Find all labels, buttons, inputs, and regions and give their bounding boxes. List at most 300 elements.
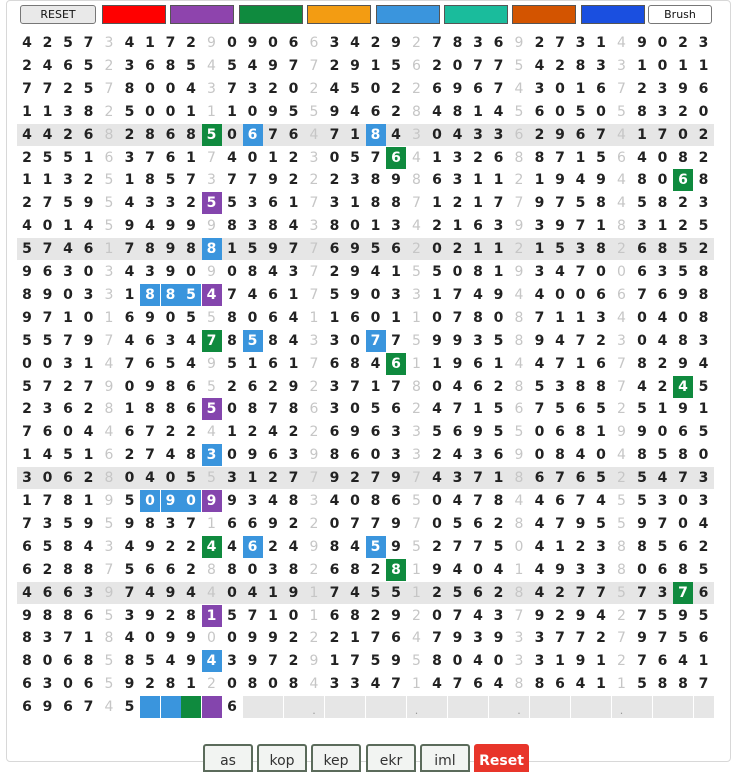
grid-cell[interactable]: 0 xyxy=(698,447,709,464)
grid-cell[interactable]: 9 xyxy=(124,515,135,532)
grid-cell[interactable]: 4 xyxy=(247,584,258,601)
grid-cell[interactable]: 5 xyxy=(493,424,504,441)
grid-cell[interactable]: 1 xyxy=(493,470,504,487)
grid-cell[interactable]: 6 xyxy=(678,538,688,555)
grid-cell[interactable]: 9 xyxy=(514,447,524,464)
grid-cell[interactable]: 6 xyxy=(243,536,263,558)
grid-cell[interactable]: 1 xyxy=(412,584,421,601)
grid-cell[interactable]: 5 xyxy=(596,149,606,166)
grid-cell[interactable]: 6 xyxy=(575,470,586,487)
grid-cell[interactable]: 2 xyxy=(22,401,32,418)
grid-cell[interactable]: 2 xyxy=(124,447,135,464)
grid-cell[interactable]: 3 xyxy=(493,218,504,235)
grid-cell-empty[interactable] xyxy=(673,696,693,718)
grid-cell[interactable]: 9 xyxy=(514,35,524,51)
grid-cell[interactable]: 5 xyxy=(227,355,237,372)
grid-cell[interactable]: 6 xyxy=(555,676,565,693)
grid-cell[interactable]: 5 xyxy=(104,172,114,189)
grid-cell[interactable]: 7 xyxy=(42,241,53,258)
grid-cell[interactable]: 6 xyxy=(350,447,360,464)
grid-cell[interactable]: 6 xyxy=(104,149,114,166)
grid-cell[interactable]: 9 xyxy=(391,470,401,487)
grid-cell[interactable]: 3 xyxy=(575,241,586,258)
grid-cell-empty[interactable]: . xyxy=(509,696,529,718)
grid-cell[interactable]: 8 xyxy=(63,493,73,509)
grid-cell[interactable]: 3 xyxy=(165,515,176,532)
grid-cell[interactable]: 6 xyxy=(698,630,709,647)
grid-cell[interactable]: 8 xyxy=(637,103,647,120)
grid-cell[interactable]: 5 xyxy=(186,57,196,74)
grid-cell[interactable]: 4 xyxy=(309,676,319,693)
grid-cell[interactable]: 2 xyxy=(370,607,381,624)
grid-cell[interactable]: 9 xyxy=(637,35,647,51)
grid-cell[interactable]: 4 xyxy=(534,561,545,578)
grid-cell[interactable]: 4 xyxy=(698,515,709,532)
grid-cell[interactable]: 9 xyxy=(42,699,53,716)
grid-cell[interactable]: 3 xyxy=(309,493,319,509)
grid-cell[interactable]: 0 xyxy=(247,103,258,120)
grid-cell[interactable]: 7 xyxy=(412,515,421,532)
grid-cell[interactable]: 2 xyxy=(412,401,421,418)
grid-cell[interactable]: 4 xyxy=(288,538,299,555)
grid-cell[interactable]: 0 xyxy=(637,332,647,349)
grid-cell[interactable]: 9 xyxy=(391,538,401,555)
grid-cell[interactable]: 3 xyxy=(63,264,73,280)
grid-cell[interactable]: 1 xyxy=(329,309,340,326)
grid-cell[interactable]: 7 xyxy=(22,424,32,441)
grid-cell[interactable]: 1 xyxy=(637,57,647,74)
grid-cell[interactable]: 0 xyxy=(63,676,73,693)
grid-cell[interactable]: 4 xyxy=(186,80,196,97)
grid-cell[interactable]: 1 xyxy=(145,35,155,51)
grid-cell[interactable]: 3 xyxy=(104,264,114,280)
grid-cell[interactable]: 4 xyxy=(596,493,606,509)
grid-cell-filled[interactable] xyxy=(202,696,222,718)
grid-cell[interactable]: 8 xyxy=(698,309,709,326)
grid-cell[interactable]: 7 xyxy=(637,584,647,601)
grid-cell[interactable]: 2 xyxy=(678,103,688,120)
grid-cell[interactable]: 9 xyxy=(309,538,319,555)
grid-cell[interactable]: 7 xyxy=(473,57,483,74)
grid-cell[interactable]: 1 xyxy=(617,676,626,693)
grid-cell[interactable]: 1 xyxy=(22,493,32,509)
grid-cell[interactable]: 7 xyxy=(63,332,73,349)
grid-cell[interactable]: 5 xyxy=(678,630,688,647)
grid-cell[interactable]: 5 xyxy=(42,149,53,166)
grid-cell[interactable]: 3 xyxy=(596,309,606,326)
grid-cell[interactable]: 8 xyxy=(473,309,483,326)
grid-cell[interactable]: 5 xyxy=(493,538,504,555)
grid-cell[interactable]: 6 xyxy=(63,401,73,418)
grid-cell[interactable]: 9 xyxy=(268,241,278,258)
grid-cell[interactable]: 3 xyxy=(145,264,155,280)
grid-cell[interactable]: 3 xyxy=(350,172,360,189)
grid-cell[interactable]: 0 xyxy=(124,378,135,395)
grid-cell[interactable]: 8 xyxy=(63,538,73,555)
grid-cell[interactable]: 5 xyxy=(124,493,135,509)
grid-cell[interactable]: 0 xyxy=(555,286,565,303)
grid-cell[interactable]: 8 xyxy=(370,493,381,509)
grid-cell[interactable]: 4 xyxy=(350,538,360,555)
grid-cell[interactable]: 3 xyxy=(83,286,94,303)
grid-cell[interactable]: 5 xyxy=(412,264,421,280)
grid-cell[interactable]: 8 xyxy=(637,538,647,555)
grid-cell[interactable]: 5 xyxy=(207,470,216,487)
grid-cell[interactable]: 3 xyxy=(596,561,606,578)
grid-cell[interactable]: 8 xyxy=(145,172,155,189)
grid-cell[interactable]: 2 xyxy=(493,515,504,532)
grid-cell[interactable]: 6 xyxy=(243,124,263,146)
grid-cell[interactable]: 0 xyxy=(83,309,94,326)
grid-cell[interactable]: 0 xyxy=(350,493,360,509)
grid-cell[interactable]: 5 xyxy=(104,195,114,212)
grid-cell[interactable]: 0 xyxy=(165,309,176,326)
grid-cell[interactable]: 9 xyxy=(678,607,688,624)
grid-cell[interactable]: 2 xyxy=(534,35,545,51)
grid-cell[interactable]: 4 xyxy=(145,584,155,601)
grid-cell[interactable]: 1 xyxy=(473,103,483,120)
grid-cell[interactable]: 9 xyxy=(42,286,53,303)
grid-cell[interactable]: 6 xyxy=(473,218,483,235)
grid-cell[interactable]: 5 xyxy=(637,676,647,693)
grid-cell[interactable]: 9 xyxy=(329,470,340,487)
grid-cell[interactable]: 8 xyxy=(165,401,176,418)
color-swatch-red[interactable] xyxy=(102,5,166,24)
grid-cell[interactable]: 2 xyxy=(350,470,360,487)
grid-cell[interactable]: 1 xyxy=(473,401,483,418)
grid-cell[interactable]: 0 xyxy=(534,424,545,441)
grid-cell[interactable]: 0 xyxy=(227,264,237,280)
grid-cell-empty[interactable] xyxy=(694,696,714,718)
grid-cell[interactable]: 6 xyxy=(370,424,381,441)
grid-cell[interactable]: 9 xyxy=(186,653,196,670)
grid-cell[interactable]: 1 xyxy=(575,149,586,166)
grid-cell[interactable]: 2 xyxy=(452,241,463,258)
grid-cell[interactable]: 0 xyxy=(678,493,688,509)
grid-cell[interactable]: 5 xyxy=(370,401,381,418)
grid-cell[interactable]: 6 xyxy=(63,584,73,601)
grid-cell[interactable]: 2 xyxy=(412,241,421,258)
grid-cell[interactable]: 8 xyxy=(617,218,626,235)
grid-cell[interactable]: 9 xyxy=(247,447,258,464)
grid-cell[interactable]: 9 xyxy=(452,355,463,372)
grid-cell[interactable]: 6 xyxy=(678,424,688,441)
grid-cell[interactable]: 9 xyxy=(350,241,360,258)
grid-cell[interactable]: 3 xyxy=(124,607,135,624)
grid-cell[interactable]: 1 xyxy=(247,355,258,372)
grid-cell[interactable]: 4 xyxy=(534,515,545,532)
grid-cell[interactable]: 2 xyxy=(432,57,442,74)
grid-cell[interactable]: 5 xyxy=(186,309,196,326)
grid-cell[interactable]: 6 xyxy=(227,699,237,716)
grid-cell[interactable]: 4 xyxy=(202,650,222,672)
grid-cell[interactable]: 0 xyxy=(432,493,442,509)
grid-cell[interactable]: 9 xyxy=(555,126,565,143)
grid-cell[interactable]: 7 xyxy=(186,172,196,189)
grid-cell[interactable]: 4 xyxy=(350,103,360,120)
grid-cell[interactable]: 7 xyxy=(452,607,463,624)
grid-cell[interactable]: 7 xyxy=(473,470,483,487)
grid-cell[interactable]: 1 xyxy=(104,241,114,258)
grid-cell[interactable]: 5 xyxy=(678,241,688,258)
grid-cell[interactable]: 0 xyxy=(83,264,94,280)
grid-cell[interactable]: 6 xyxy=(473,676,483,693)
grid-cell[interactable]: 7 xyxy=(83,378,94,395)
grid-cell[interactable]: 3 xyxy=(22,470,32,487)
grid-cell[interactable]: 3 xyxy=(288,264,299,280)
grid-cell[interactable]: 9 xyxy=(637,630,647,647)
grid-cell[interactable]: 8 xyxy=(386,559,406,581)
grid-cell[interactable]: 1 xyxy=(432,355,442,372)
grid-cell[interactable]: 5 xyxy=(104,676,114,693)
grid-cell[interactable]: 3 xyxy=(698,493,709,509)
grid-cell[interactable]: 1 xyxy=(432,286,442,303)
grid-cell[interactable]: 9 xyxy=(268,515,278,532)
grid-cell[interactable]: 8 xyxy=(514,149,524,166)
grid-cell[interactable]: 6 xyxy=(473,80,483,97)
grid-cell[interactable]: 1 xyxy=(432,195,442,212)
grid-cell[interactable]: 8 xyxy=(657,241,668,258)
grid-cell[interactable]: 4 xyxy=(432,470,442,487)
grid-cell[interactable]: 4 xyxy=(268,264,278,280)
grid-cell[interactable]: 8 xyxy=(247,401,258,418)
grid-cell[interactable]: 4 xyxy=(534,286,545,303)
grid-cell[interactable]: 4 xyxy=(268,424,278,441)
grid-cell[interactable]: 1 xyxy=(412,561,421,578)
grid-cell[interactable]: 7 xyxy=(145,424,155,441)
grid-cell[interactable]: 7 xyxy=(329,126,340,143)
grid-cell[interactable]: 4 xyxy=(432,676,442,693)
grid-cell[interactable]: 2 xyxy=(268,470,278,487)
grid-cell[interactable]: 9 xyxy=(534,332,545,349)
grid-cell[interactable]: 3 xyxy=(391,447,401,464)
grid-cell[interactable]: 6 xyxy=(22,676,32,693)
grid-cell[interactable]: 5 xyxy=(165,172,176,189)
grid-cell[interactable]: 0 xyxy=(227,401,237,418)
grid-cell[interactable]: 3 xyxy=(657,264,668,280)
grid-cell[interactable]: 4 xyxy=(698,355,709,372)
grid-cell[interactable]: 0 xyxy=(493,309,504,326)
grid-cell[interactable]: 7 xyxy=(657,630,668,647)
grid-cell[interactable]: 2 xyxy=(493,378,504,395)
grid-cell[interactable]: 7 xyxy=(555,35,565,51)
grid-cell[interactable]: 7 xyxy=(247,607,258,624)
grid-cell[interactable]: 1 xyxy=(412,355,421,372)
grid-cell[interactable]: 2 xyxy=(370,561,381,578)
grid-cell[interactable]: 2 xyxy=(124,126,135,143)
grid-cell[interactable]: 2 xyxy=(165,424,176,441)
grid-cell[interactable]: 7 xyxy=(207,149,216,166)
grid-cell[interactable]: 4 xyxy=(452,447,463,464)
grid-cell[interactable]: 3 xyxy=(473,630,483,647)
grid-cell[interactable]: 0 xyxy=(227,447,237,464)
grid-cell[interactable]: 9 xyxy=(247,630,258,647)
grid-cell[interactable]: 3 xyxy=(309,149,319,166)
grid-cell[interactable]: 1 xyxy=(596,218,606,235)
grid-cell[interactable]: 0 xyxy=(63,286,73,303)
grid-cell[interactable]: 6 xyxy=(268,195,278,212)
grid-cell[interactable]: 3 xyxy=(124,149,135,166)
grid-cell[interactable]: 7 xyxy=(145,149,155,166)
grid-cell[interactable]: 5 xyxy=(698,218,709,235)
grid-cell[interactable]: 2 xyxy=(288,653,299,670)
grid-cell[interactable]: 0 xyxy=(247,561,258,578)
grid-cell[interactable]: 8 xyxy=(534,676,545,693)
grid-cell[interactable]: 4 xyxy=(145,470,155,487)
grid-cell[interactable]: 7 xyxy=(534,309,545,326)
grid-cell[interactable]: 4 xyxy=(42,126,53,143)
grid-cell[interactable]: 0 xyxy=(207,630,216,647)
grid-cell[interactable]: 7 xyxy=(575,264,586,280)
grid-cell[interactable]: 6 xyxy=(42,584,53,601)
grid-cell[interactable]: 2 xyxy=(657,378,668,395)
grid-cell[interactable]: 6 xyxy=(124,309,135,326)
grid-cell[interactable]: 7 xyxy=(42,195,53,212)
grid-cell[interactable]: 6 xyxy=(698,584,709,601)
grid-cell[interactable]: 9 xyxy=(309,447,319,464)
grid-cell[interactable]: 3 xyxy=(247,218,258,235)
grid-cell[interactable]: 4 xyxy=(637,378,647,395)
grid-cell[interactable]: 3 xyxy=(596,57,606,74)
grid-cell[interactable]: 9 xyxy=(145,309,155,326)
grid-cell[interactable]: 8 xyxy=(366,124,386,146)
grid-cell[interactable]: 2 xyxy=(186,35,196,51)
grid-cell[interactable]: 7 xyxy=(288,470,299,487)
grid-cell[interactable]: 4 xyxy=(452,493,463,509)
grid-cell[interactable]: 4 xyxy=(432,103,442,120)
grid-cell[interactable]: 0 xyxy=(678,309,688,326)
grid-cell[interactable]: 1 xyxy=(268,149,278,166)
grid-cell[interactable]: 6 xyxy=(473,515,483,532)
grid-cell[interactable]: 2 xyxy=(309,80,319,97)
grid-cell[interactable]: 3 xyxy=(104,286,114,303)
grid-cell[interactable]: 3 xyxy=(165,195,176,212)
grid-cell-filled[interactable] xyxy=(161,696,181,718)
grid-cell[interactable]: 7 xyxy=(370,515,381,532)
grid-cell[interactable]: 3 xyxy=(247,80,258,97)
grid-cell[interactable]: 3 xyxy=(329,195,340,212)
grid-cell[interactable]: 3 xyxy=(268,561,278,578)
grid-cell[interactable]: 1 xyxy=(309,584,319,601)
grid-cell[interactable]: 4 xyxy=(452,378,463,395)
grid-cell[interactable]: 3 xyxy=(412,286,421,303)
grid-cell[interactable]: 8 xyxy=(698,264,709,280)
grid-cell[interactable]: 0 xyxy=(247,309,258,326)
grid-cell[interactable]: 0 xyxy=(42,355,53,372)
grid-cell[interactable]: 5 xyxy=(514,57,524,74)
grid-cell[interactable]: 5 xyxy=(698,424,709,441)
grid-cell[interactable]: 5 xyxy=(391,57,401,74)
grid-cell[interactable]: 9 xyxy=(165,584,176,601)
grid-cell-empty[interactable] xyxy=(653,696,673,718)
grid-cell[interactable]: 7 xyxy=(227,172,237,189)
grid-cell[interactable]: 9 xyxy=(678,80,688,97)
grid-cell[interactable]: 2 xyxy=(493,584,504,601)
grid-cell[interactable]: 9 xyxy=(678,355,688,372)
grid-cell[interactable]: 6 xyxy=(83,241,94,258)
grid-cell[interactable]: 0 xyxy=(452,264,463,280)
grid-cell[interactable]: 9 xyxy=(227,493,237,509)
grid-cell[interactable]: 1 xyxy=(207,515,216,532)
grid-cell[interactable]: 4 xyxy=(83,538,94,555)
grid-cell[interactable]: 6 xyxy=(617,149,626,166)
grid-cell[interactable]: 1 xyxy=(493,172,504,189)
grid-cell[interactable]: 4 xyxy=(432,401,442,418)
grid-cell[interactable]: 8 xyxy=(268,218,278,235)
grid-cell[interactable]: 8 xyxy=(161,284,181,306)
grid-cell[interactable]: 7 xyxy=(83,699,94,716)
grid-cell[interactable]: 6 xyxy=(22,538,32,555)
grid-cell[interactable]: 7 xyxy=(42,80,53,97)
grid-cell[interactable]: 2 xyxy=(329,57,340,74)
grid-cell[interactable]: 7 xyxy=(104,561,114,578)
grid-cell[interactable]: 2 xyxy=(698,241,709,258)
grid-cell-empty[interactable] xyxy=(530,696,550,718)
grid-cell[interactable]: 6 xyxy=(329,424,340,441)
grid-cell[interactable]: 6 xyxy=(493,35,504,51)
grid-cell[interactable]: 2 xyxy=(288,172,299,189)
grid-cell[interactable]: 7 xyxy=(309,241,319,258)
grid-cell[interactable]: 6 xyxy=(617,286,626,303)
grid-cell[interactable]: 5 xyxy=(555,241,565,258)
grid-cell[interactable]: 6 xyxy=(247,378,258,395)
grid-cell[interactable]: 7 xyxy=(637,653,647,670)
grid-cell[interactable]: 8 xyxy=(186,607,196,624)
grid-cell[interactable]: 6 xyxy=(575,126,586,143)
grid-cell[interactable]: 5 xyxy=(202,192,222,214)
grid-cell[interactable]: 4 xyxy=(247,286,258,303)
grid-cell[interactable]: 2 xyxy=(432,218,442,235)
grid-cell[interactable]: 5 xyxy=(555,401,565,418)
grid-cell[interactable]: 1 xyxy=(698,401,709,418)
grid-cell[interactable]: 4 xyxy=(391,126,401,143)
grid-cell[interactable]: 5 xyxy=(83,57,94,74)
grid-cell[interactable]: 2 xyxy=(617,401,626,418)
grid-cell[interactable]: 9 xyxy=(247,35,258,51)
grid-cell[interactable]: 0 xyxy=(288,607,299,624)
grid-cell[interactable]: 5 xyxy=(617,515,626,532)
grid-cell[interactable]: 3 xyxy=(329,35,340,51)
grid-cell[interactable]: 9 xyxy=(207,218,216,235)
grid-cell[interactable]: 3 xyxy=(207,80,216,97)
grid-cell[interactable]: 1 xyxy=(83,149,94,166)
grid-cell[interactable]: 2 xyxy=(309,378,319,395)
grid-cell[interactable]: 0 xyxy=(22,355,32,372)
grid-cell[interactable]: 9 xyxy=(350,424,360,441)
grid-cell[interactable]: 5 xyxy=(366,536,386,558)
grid-cell[interactable]: 3 xyxy=(452,470,463,487)
grid-cell[interactable]: 1 xyxy=(555,538,565,555)
grid-cell[interactable]: 0 xyxy=(42,218,53,235)
grid-cell[interactable]: 4 xyxy=(617,447,626,464)
grid-cell[interactable]: 8 xyxy=(678,676,688,693)
grid-cell[interactable]: 2 xyxy=(309,424,319,441)
grid-cell[interactable]: 6 xyxy=(145,355,155,372)
grid-cell[interactable]: 9 xyxy=(391,35,401,51)
grid-cell[interactable]: 5 xyxy=(104,515,114,532)
grid-cell[interactable]: 6 xyxy=(42,424,53,441)
grid-cell[interactable]: 0 xyxy=(657,149,668,166)
grid-cell[interactable]: 1 xyxy=(534,241,545,258)
grid-cell[interactable]: 5 xyxy=(63,515,73,532)
grid-cell[interactable]: 6 xyxy=(268,447,278,464)
grid-cell[interactable]: 7 xyxy=(657,126,668,143)
grid-cell[interactable]: 1 xyxy=(575,80,586,97)
grid-cell[interactable]: 8 xyxy=(165,378,176,395)
grid-cell-empty[interactable] xyxy=(489,696,509,718)
grid-cell[interactable]: 7 xyxy=(678,470,688,487)
grid-cell[interactable]: 2 xyxy=(432,447,442,464)
